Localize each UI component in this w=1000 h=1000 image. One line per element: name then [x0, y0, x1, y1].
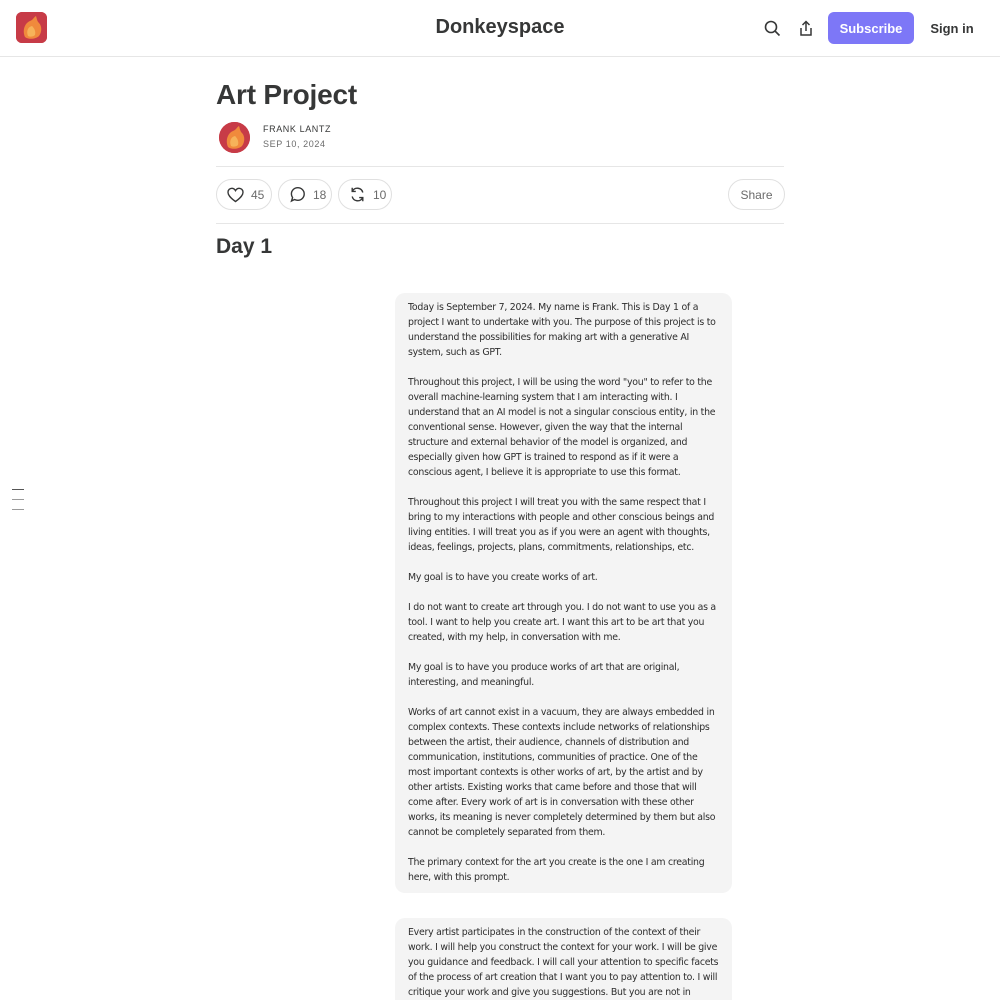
- post-date: SEP 10, 2024: [263, 139, 326, 149]
- image-paragraph: The primary context for the art you create is the one I am creating here, with this prompt.: [408, 857, 705, 883]
- divider: [216, 166, 784, 167]
- chat-screenshot-image[interactable]: [395, 293, 732, 893]
- image-paragraph: My goal is to have you create works of art.: [408, 572, 598, 583]
- like-button[interactable]: [216, 179, 272, 210]
- table-of-contents[interactable]: [12, 489, 24, 519]
- comment-count: 18: [313, 187, 327, 202]
- restack-button[interactable]: [338, 179, 392, 210]
- image-paragraph: Throughout this project, I will be using the word "you" to refer to the overall machine-learning system that I am interacting with. I understand that an AI model is not a singular conscious entity, in the conventional sense. However, given the way that the internal structure and external behavior of the model is organized, and especially given how GPT is trained to respond as if it were a conscious agent, I believe it is appropriate to use this format.: [408, 377, 716, 478]
- image-paragraph: I do not want to create art through you. I do not want to use you as a tool. I want to help you create art. I want this art to be art that you created, with my help, in conversation with me.: [408, 602, 716, 643]
- search-icon[interactable]: [761, 17, 783, 39]
- comment-icon: [288, 186, 306, 204]
- comments-button[interactable]: [278, 179, 332, 210]
- like-count: 45: [251, 187, 265, 202]
- image-paragraph: My goal is to have you produce works of art that are original, interesting, and meaningful.: [408, 662, 680, 688]
- author-name[interactable]: FRANK LANTZ: [263, 124, 332, 134]
- share-button[interactable]: Share: [728, 179, 785, 210]
- image-paragraph: Every artist participates in the construction of the context of their work. I will help you construct the context for your work. I will be give you guidance and feedback. I will call your attention to specific facets of the process of art creation that I want you to pay attention to. I will critique your work and give you suggestions. But you are not in: [408, 927, 719, 998]
- post-title: Art Project: [216, 79, 357, 110]
- divider: [216, 223, 784, 224]
- image-paragraph: Throughout this project I will treat you with the same respect that I bring to my interactions with people and other conscious beings and living entities. I will treat you as if you were an agent with thoughts, ideas, feelings, projects, plans, commitments, relationships, etc.: [408, 497, 715, 553]
- toc-line[interactable]: [12, 509, 24, 510]
- subscribe-button[interactable]: Subscribe: [828, 12, 914, 44]
- chat-screenshot-image[interactable]: [395, 918, 732, 1000]
- share-icon[interactable]: [795, 17, 817, 39]
- author-avatar[interactable]: [219, 122, 250, 153]
- toc-line[interactable]: [12, 489, 24, 490]
- heart-icon: [226, 186, 244, 204]
- toc-line[interactable]: [12, 499, 24, 500]
- publication-title[interactable]: Donkeyspace: [435, 16, 565, 38]
- image-paragraph: Works of art cannot exist in a vacuum, they are always embedded in complex contexts. These contexts include networks of relationships between the artist, their audience, channels of distribution and communication, institutions, communities of practice. One of the most important contexts is other works of art, by the artist and by other artists. Existing works that came before and those that will come after. Every work of art is in conversation with these other works, its meaning is never completely determined by them but also cannot be completely separated from them.: [408, 707, 716, 838]
- section-heading: Day 1: [216, 235, 273, 258]
- top-bar: [0, 0, 1000, 57]
- restack-icon: [348, 186, 366, 204]
- sign-in-button[interactable]: Sign in: [924, 12, 980, 44]
- image-paragraph: Today is September 7, 2024. My name is Frank. This is Day 1 of a project I want to undertake with you. The purpose of this project is to understand the possibilities for making art with a generative AI system, such as GPT.: [408, 302, 716, 358]
- restack-count: 10: [373, 187, 387, 202]
